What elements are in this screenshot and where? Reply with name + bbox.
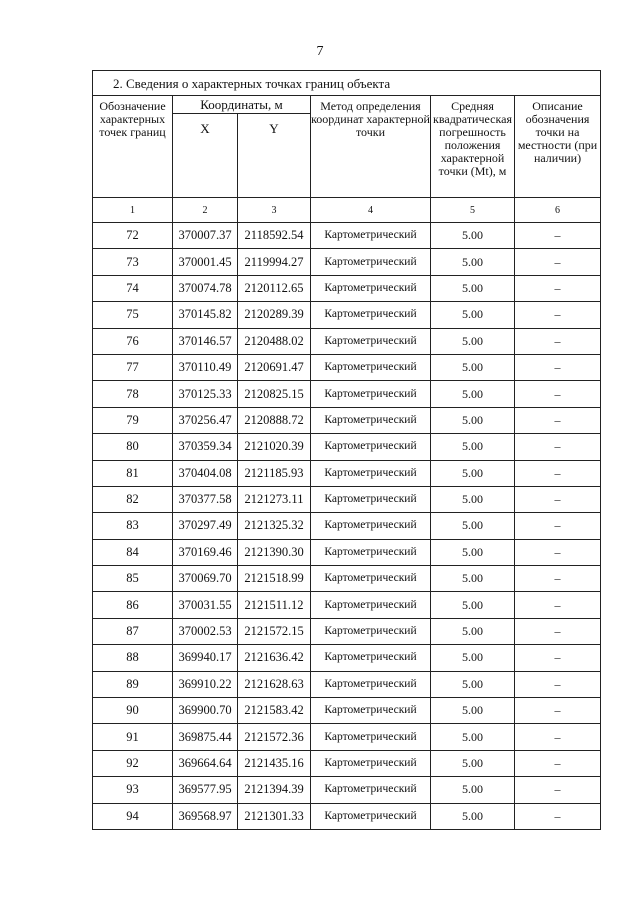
point-cell: 73: [93, 249, 173, 275]
x-cell: 370256.47: [173, 407, 238, 433]
point-cell: 92: [93, 750, 173, 776]
error-cell: 5.00: [431, 724, 515, 750]
description-cell: –: [515, 750, 601, 776]
point-cell: 75: [93, 302, 173, 328]
point-cell: 74: [93, 275, 173, 301]
point-cell: 87: [93, 618, 173, 644]
method-cell: Картометрический: [311, 302, 431, 328]
x-cell: 370146.57: [173, 328, 238, 354]
y-cell: 2121301.33: [238, 803, 311, 829]
error-cell: 5.00: [431, 539, 515, 565]
header-coordinates: Координаты, м: [173, 96, 311, 114]
table-row: [93, 592, 601, 618]
x-cell: 369664.64: [173, 750, 238, 776]
table-row: [93, 698, 601, 724]
point-cell: 80: [93, 434, 173, 460]
table-row: [93, 777, 601, 803]
description-cell: –: [515, 434, 601, 460]
x-cell: 370359.34: [173, 434, 238, 460]
y-cell: 2121583.42: [238, 698, 311, 724]
y-cell: 2121636.42: [238, 645, 311, 671]
y-cell: 2121020.39: [238, 434, 311, 460]
method-cell: Картометрический: [311, 460, 431, 486]
error-cell: 5.00: [431, 381, 515, 407]
method-cell: Картометрический: [311, 803, 431, 829]
description-cell: –: [515, 803, 601, 829]
error-cell: 5.00: [431, 777, 515, 803]
description-cell: –: [515, 381, 601, 407]
table-row: [93, 724, 601, 750]
y-cell: 2120825.15: [238, 381, 311, 407]
method-cell: Картометрический: [311, 645, 431, 671]
table-row: [93, 407, 601, 433]
error-cell: 5.00: [431, 223, 515, 249]
point-cell: 79: [93, 407, 173, 433]
description-cell: –: [515, 486, 601, 512]
method-cell: Картометрический: [311, 750, 431, 776]
point-cell: 94: [93, 803, 173, 829]
error-cell: 5.00: [431, 698, 515, 724]
description-cell: –: [515, 539, 601, 565]
description-cell: –: [515, 407, 601, 433]
x-cell: 369577.95: [173, 777, 238, 803]
error-cell: 5.00: [431, 460, 515, 486]
y-cell: 2121390.30: [238, 539, 311, 565]
header-x: X: [173, 114, 238, 198]
error-cell: 5.00: [431, 618, 515, 644]
method-cell: Картометрический: [311, 328, 431, 354]
method-cell: Картометрический: [311, 592, 431, 618]
error-cell: 5.00: [431, 434, 515, 460]
point-cell: 78: [93, 381, 173, 407]
table-row: [93, 618, 601, 644]
description-cell: –: [515, 223, 601, 249]
x-cell: 370074.78: [173, 275, 238, 301]
point-cell: 83: [93, 513, 173, 539]
error-cell: 5.00: [431, 275, 515, 301]
description-cell: –: [515, 249, 601, 275]
error-cell: 5.00: [431, 407, 515, 433]
x-cell: 369568.97: [173, 803, 238, 829]
description-cell: –: [515, 513, 601, 539]
error-cell: 5.00: [431, 592, 515, 618]
x-cell: 370001.45: [173, 249, 238, 275]
column-number: 4: [311, 198, 431, 223]
header-y: Y: [238, 114, 311, 198]
boundary-points-table: [92, 70, 601, 830]
error-cell: 5.00: [431, 486, 515, 512]
point-cell: 76: [93, 328, 173, 354]
table-row: [93, 750, 601, 776]
point-cell: 90: [93, 698, 173, 724]
error-cell: 5.00: [431, 302, 515, 328]
method-cell: Картометрический: [311, 434, 431, 460]
header-point-designation: Обозначение характерных точек границ: [93, 96, 173, 198]
point-cell: 72: [93, 223, 173, 249]
method-cell: Картометрический: [311, 671, 431, 697]
point-cell: 84: [93, 539, 173, 565]
error-cell: 5.00: [431, 513, 515, 539]
table-row: [93, 354, 601, 380]
x-cell: 370007.37: [173, 223, 238, 249]
x-cell: 369875.44: [173, 724, 238, 750]
table-row: [93, 223, 601, 249]
error-cell: 5.00: [431, 249, 515, 275]
error-cell: 5.00: [431, 750, 515, 776]
y-cell: 2121185.93: [238, 460, 311, 486]
method-cell: Картометрический: [311, 566, 431, 592]
point-cell: 88: [93, 645, 173, 671]
method-cell: Картометрический: [311, 513, 431, 539]
table-row: [93, 434, 601, 460]
description-cell: –: [515, 275, 601, 301]
table-row: [93, 249, 601, 275]
method-cell: Картометрический: [311, 381, 431, 407]
column-number: 2: [173, 198, 238, 223]
description-cell: –: [515, 777, 601, 803]
error-cell: 5.00: [431, 354, 515, 380]
table-row: [93, 486, 601, 512]
table-row: [93, 645, 601, 671]
table-row: [93, 566, 601, 592]
description-cell: –: [515, 618, 601, 644]
x-cell: 370125.33: [173, 381, 238, 407]
description-cell: –: [515, 645, 601, 671]
point-cell: 91: [93, 724, 173, 750]
description-cell: –: [515, 460, 601, 486]
x-cell: 370297.49: [173, 513, 238, 539]
description-cell: –: [515, 328, 601, 354]
column-number: 5: [431, 198, 515, 223]
method-cell: Картометрический: [311, 275, 431, 301]
method-cell: Картометрический: [311, 354, 431, 380]
error-cell: 5.00: [431, 803, 515, 829]
table-row: [93, 539, 601, 565]
header-mean-error: Средняя квадратическая погрешность положения характерной точки (Mt), м: [431, 96, 515, 198]
table-row: [93, 671, 601, 697]
x-cell: 370031.55: [173, 592, 238, 618]
x-cell: 370169.46: [173, 539, 238, 565]
point-cell: 81: [93, 460, 173, 486]
error-cell: 5.00: [431, 328, 515, 354]
method-cell: Картометрический: [311, 539, 431, 565]
description-cell: –: [515, 724, 601, 750]
method-cell: Картометрический: [311, 223, 431, 249]
x-cell: 370110.49: [173, 354, 238, 380]
y-cell: 2121394.39: [238, 777, 311, 803]
method-cell: Картометрический: [311, 618, 431, 644]
error-cell: 5.00: [431, 566, 515, 592]
column-number-row: [93, 198, 601, 223]
column-number: 3: [238, 198, 311, 223]
y-cell: 2120888.72: [238, 407, 311, 433]
point-cell: 89: [93, 671, 173, 697]
y-cell: 2118592.54: [238, 223, 311, 249]
y-cell: 2121518.99: [238, 566, 311, 592]
y-cell: 2120289.39: [238, 302, 311, 328]
y-cell: 2121572.36: [238, 724, 311, 750]
method-cell: Картометрический: [311, 486, 431, 512]
x-cell: 370069.70: [173, 566, 238, 592]
x-cell: 369940.17: [173, 645, 238, 671]
point-cell: 82: [93, 486, 173, 512]
x-cell: 369900.70: [173, 698, 238, 724]
header-description: Описание обозначения точки на местности (при наличии): [515, 96, 601, 198]
header-method: Метод определения координат характерной точки: [311, 96, 431, 198]
section-title: 2. Сведения о характерных точках границ объекта: [93, 71, 601, 96]
description-cell: –: [515, 592, 601, 618]
x-cell: 370377.58: [173, 486, 238, 512]
y-cell: 2121511.12: [238, 592, 311, 618]
method-cell: Картометрический: [311, 698, 431, 724]
description-cell: –: [515, 566, 601, 592]
table-row: [93, 302, 601, 328]
error-cell: 5.00: [431, 671, 515, 697]
y-cell: 2120112.65: [238, 275, 311, 301]
x-cell: 369910.22: [173, 671, 238, 697]
x-cell: 370145.82: [173, 302, 238, 328]
column-number: 1: [93, 198, 173, 223]
page-number: 7: [316, 44, 324, 59]
y-cell: 2121572.15: [238, 618, 311, 644]
column-number: 6: [515, 198, 601, 223]
point-cell: 85: [93, 566, 173, 592]
table-row: [93, 460, 601, 486]
point-cell: 77: [93, 354, 173, 380]
y-cell: 2121435.16: [238, 750, 311, 776]
table-row: [93, 381, 601, 407]
y-cell: 2120691.47: [238, 354, 311, 380]
x-cell: 370404.08: [173, 460, 238, 486]
error-cell: 5.00: [431, 645, 515, 671]
description-cell: –: [515, 354, 601, 380]
description-cell: –: [515, 671, 601, 697]
table-row: [93, 328, 601, 354]
y-cell: 2120488.02: [238, 328, 311, 354]
method-cell: Картометрический: [311, 724, 431, 750]
y-cell: 2121273.11: [238, 486, 311, 512]
y-cell: 2121325.32: [238, 513, 311, 539]
y-cell: 2119994.27: [238, 249, 311, 275]
table-row: [93, 803, 601, 829]
description-cell: –: [515, 302, 601, 328]
table-row: [93, 513, 601, 539]
description-cell: –: [515, 698, 601, 724]
method-cell: Картометрический: [311, 407, 431, 433]
x-cell: 370002.53: [173, 618, 238, 644]
point-cell: 86: [93, 592, 173, 618]
table-row: [93, 275, 601, 301]
point-cell: 93: [93, 777, 173, 803]
method-cell: Картометрический: [311, 249, 431, 275]
method-cell: Картометрический: [311, 777, 431, 803]
y-cell: 2121628.63: [238, 671, 311, 697]
